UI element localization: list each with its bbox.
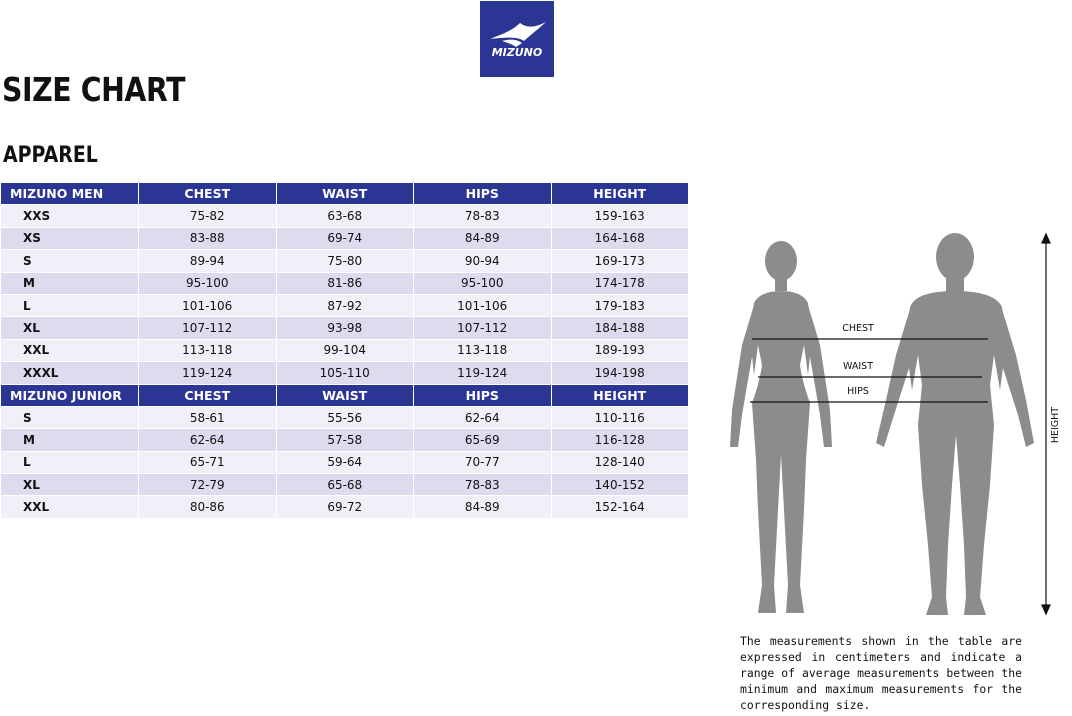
size-label: XS: [1, 227, 139, 249]
table-group-header: [1, 183, 689, 205]
measurement-cell: 59-64: [276, 451, 414, 473]
measurement-cell: 101-106: [139, 294, 277, 316]
size-label: XXXL: [1, 362, 139, 384]
measurement-cell: 87-92: [276, 294, 414, 316]
measurement-cell: 189-193: [551, 339, 689, 361]
measurement-cell: 116-128: [551, 429, 689, 451]
measurement-cell: 69-72: [276, 496, 414, 518]
measurement-cell: 113-118: [414, 339, 552, 361]
waist-label: WAIST: [842, 361, 874, 372]
runbird-icon: [490, 22, 546, 41]
table-row: [1, 362, 689, 384]
female-silhouette-icon: [730, 241, 832, 613]
measurement-cell: 65-71: [139, 451, 277, 473]
measurement-cell: 57-58: [276, 429, 414, 451]
chest-label: CHEST: [842, 323, 874, 334]
measurement-cell: 69-74: [276, 227, 414, 249]
measurement-cell: 152-164: [551, 496, 689, 518]
measurement-cell: 70-77: [414, 451, 552, 473]
table-row: [1, 272, 689, 294]
column-header: CHEST: [139, 384, 277, 406]
measurement-cell: 84-89: [414, 496, 552, 518]
measurement-cell: 84-89: [414, 227, 552, 249]
size-label: S: [1, 406, 139, 428]
measurement-cell: 159-163: [551, 205, 689, 227]
measurement-cell: 55-56: [276, 406, 414, 428]
size-table: [0, 182, 689, 519]
size-label: L: [1, 451, 139, 473]
measurement-cell: 78-83: [414, 205, 552, 227]
measurement-cell: 62-64: [139, 429, 277, 451]
height-arrow: [1042, 234, 1050, 614]
measurement-cell: 105-110: [276, 362, 414, 384]
measurement-cell: 80-86: [139, 496, 277, 518]
size-label: XXL: [1, 339, 139, 361]
table-row: [1, 339, 689, 361]
size-label: L: [1, 294, 139, 316]
size-label: M: [1, 429, 139, 451]
table-row: [1, 406, 689, 428]
measurement-note: The measurements shown in the table are expressed in centimeters and indicate a range of average measurements between the minimum and maximum measurements for the corresponding size.: [740, 634, 1022, 712]
measurement-cell: 99-104: [276, 339, 414, 361]
section-subtitle: APPAREL: [3, 143, 98, 168]
measurement-cell: 93-98: [276, 317, 414, 339]
measurement-cell: 75-80: [276, 250, 414, 272]
column-header: CHEST: [139, 183, 277, 205]
measurement-cell: 119-124: [414, 362, 552, 384]
page-title: SIZE CHART: [2, 70, 186, 109]
measurement-cell: 179-183: [551, 294, 689, 316]
measurement-cell: 65-69: [414, 429, 552, 451]
column-header: WAIST: [276, 183, 414, 205]
male-silhouette-icon: [876, 233, 1034, 615]
table-row: [1, 496, 689, 518]
measurement-cell: 174-178: [551, 272, 689, 294]
measurement-cell: 110-116: [551, 406, 689, 428]
column-header: HIPS: [414, 183, 552, 205]
measurement-cell: 140-152: [551, 474, 689, 496]
table-row: [1, 227, 689, 249]
table-row: [1, 451, 689, 473]
measurement-cell: 90-94: [414, 250, 552, 272]
measurement-cell: 101-106: [414, 294, 552, 316]
body-measurement-figure: [720, 225, 1072, 625]
measurement-cell: 72-79: [139, 474, 277, 496]
measurement-cell: 95-100: [414, 272, 552, 294]
group-name: MIZUNO MEN: [1, 183, 139, 205]
table-row: [1, 429, 689, 451]
measurement-cell: 164-168: [551, 227, 689, 249]
size-label: XXL: [1, 496, 139, 518]
hips-label: HIPS: [847, 386, 869, 397]
size-label: XL: [1, 317, 139, 339]
measurement-cell: 83-88: [139, 227, 277, 249]
size-label: M: [1, 272, 139, 294]
measurement-cell: 89-94: [139, 250, 277, 272]
column-header: HEIGHT: [551, 384, 689, 406]
table-group-header: [1, 384, 689, 406]
measurement-cell: 62-64: [414, 406, 552, 428]
measurement-cell: 184-188: [551, 317, 689, 339]
measurement-cell: 75-82: [139, 205, 277, 227]
measurement-cell: 63-68: [276, 205, 414, 227]
group-name: MIZUNO JUNIOR: [1, 384, 139, 406]
measurement-cell: 169-173: [551, 250, 689, 272]
measurement-cell: 107-112: [139, 317, 277, 339]
size-label: S: [1, 250, 139, 272]
column-header: HEIGHT: [551, 183, 689, 205]
table-row: [1, 317, 689, 339]
measurement-cell: 128-140: [551, 451, 689, 473]
measurement-cell: 81-86: [276, 272, 414, 294]
size-label: XXS: [1, 205, 139, 227]
table-row: [1, 205, 689, 227]
logo-wordmark: MIZUNO: [491, 46, 543, 59]
table-row: [1, 294, 689, 316]
height-label: HEIGHT: [1050, 406, 1061, 444]
measurement-cell: 113-118: [139, 339, 277, 361]
measurement-cell: 107-112: [414, 317, 552, 339]
column-header: HIPS: [414, 384, 552, 406]
measurement-cell: 65-68: [276, 474, 414, 496]
table-row: [1, 474, 689, 496]
mizuno-logo: [480, 1, 554, 77]
measurement-cell: 58-61: [139, 406, 277, 428]
table-row: [1, 250, 689, 272]
measurement-cell: 95-100: [139, 272, 277, 294]
column-header: WAIST: [276, 384, 414, 406]
measurement-cell: 119-124: [139, 362, 277, 384]
size-label: XL: [1, 474, 139, 496]
measurement-cell: 194-198: [551, 362, 689, 384]
measurement-cell: 78-83: [414, 474, 552, 496]
